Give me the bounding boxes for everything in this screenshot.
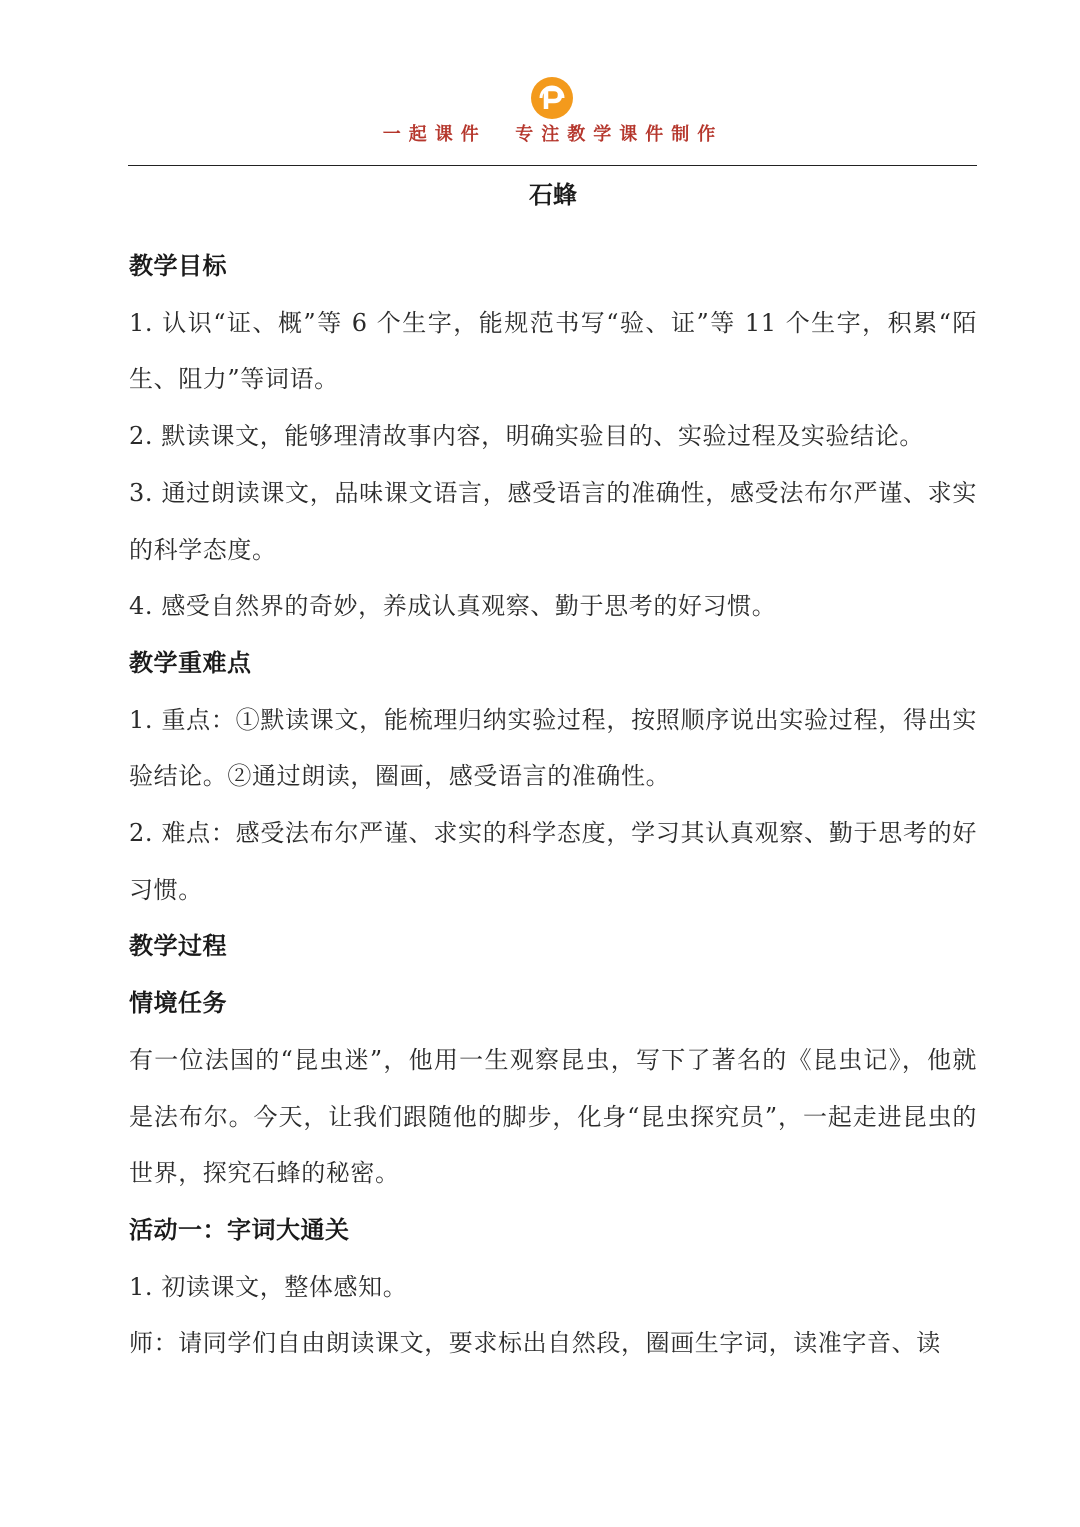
brand-tagline: 一起课件 专注教学课件制作 [382, 124, 724, 145]
section-heading: 教学过程 [129, 932, 227, 961]
section-heading: 情境任务 [129, 989, 227, 1018]
body-paragraph: 4. 感受自然界的奇妙，养成认真观察、勤于思考的好习惯。 [129, 592, 777, 621]
page-header [0, 0, 1080, 168]
section-heading: 教学目标 [129, 252, 227, 280]
document-sections [129, 238, 977, 1372]
body-paragraph: 有一位法国的“昆虫迷”，他用一生观察昆虫，写下了著名的《昆虫记》，他就是法布尔。今天，让我们跟随他的脚步，化身“昆虫探究员”，一起走进昆虫的世界，探究石蜂的秘密。 [129, 1045, 977, 1188]
section-heading: 活动一：字词大通关 [129, 1215, 350, 1244]
document-body [129, 180, 977, 1372]
body-paragraph: 师：请同学们自由朗读课文，要求标出自然段，圈画生字词，读准字音、读 [129, 1329, 941, 1358]
body-paragraph: 2. 默读课文，能够理清故事内容，明确实验目的、实验过程及实验结论。 [129, 422, 924, 451]
section-heading: 教学重难点 [129, 648, 252, 677]
body-paragraph: 1. 重点：①默读课文，能梳理归纳实验过程，按照顺序说出实验过程，得出实验结论。②通过朗读，圈画，感受语言的准确性。 [129, 705, 977, 791]
header-divider [128, 165, 977, 166]
body-paragraph: 1. 认识“证、概”等 6 个生字，能规范书写“验、证”等 11 个生字，积累“陌生、阻力”等词语。 [129, 308, 977, 394]
body-paragraph: 2. 难点：感受法布尔严谨、求实的科学态度，学习其认真观察、勤于思考的好习惯。 [129, 819, 977, 904]
document-title: 石蜂 [529, 181, 577, 209]
body-paragraph: 1. 初读课文，整体感知。 [129, 1272, 408, 1301]
brand-logo-icon [530, 76, 574, 120]
body-paragraph: 3. 通过朗读课文，品味课文语言，感受语言的准确性，感受法布尔严谨、求实的科学态度。 [129, 478, 977, 564]
